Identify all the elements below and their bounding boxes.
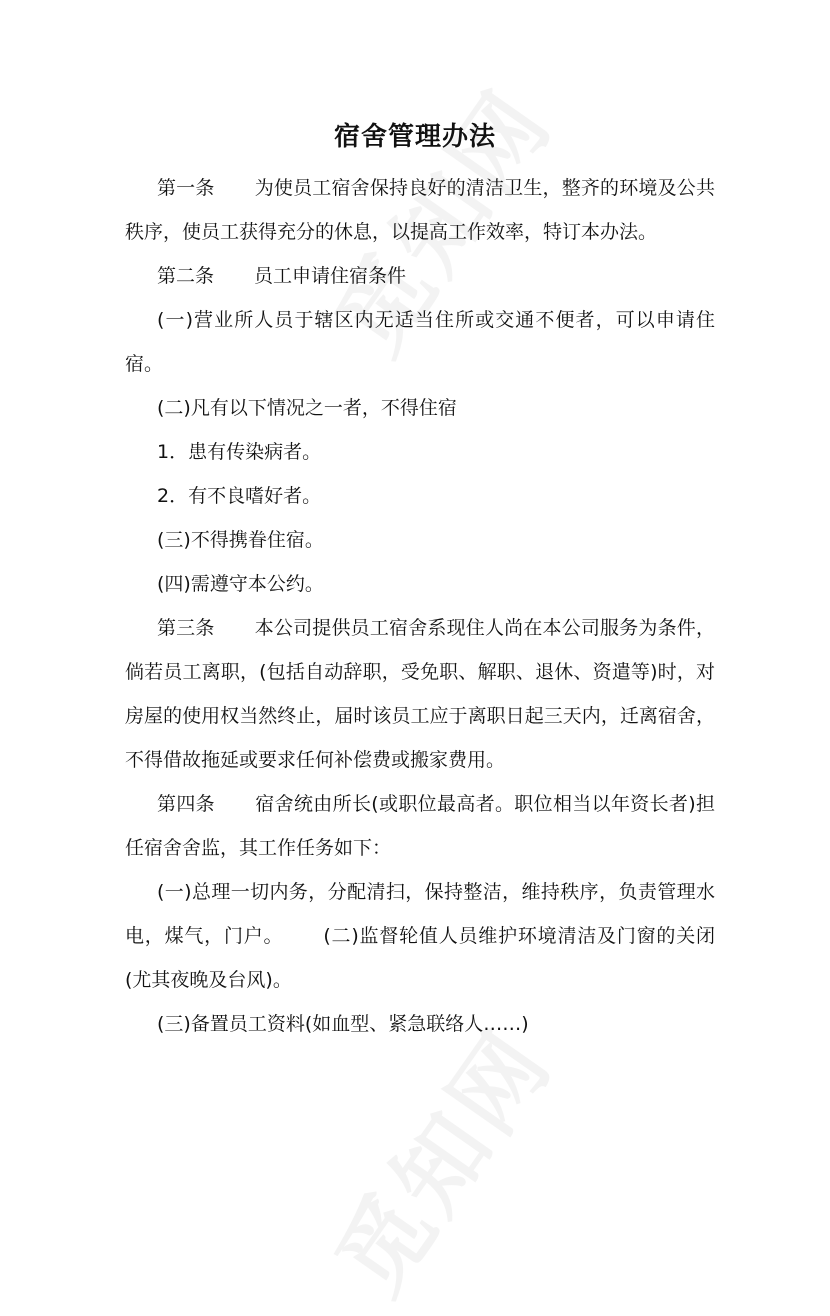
clause-item: (一)营业所人员于辖区内无适当住所或交通不便者，可以申请住宿。 xyxy=(125,309,715,375)
article-3 xyxy=(125,606,715,782)
article-label: 第一条 xyxy=(157,177,215,199)
article-text: 宿舍统由所长(或职位最高者。职位相当以年资长者)担任宿舍舍监，其工作任务如下： xyxy=(125,793,715,859)
article-text: 为使员工宿舍保持良好的清洁卫生，整齐的环境及公共秩序，使员工获得充分的休息，以提高工作效率，特订本办法。 xyxy=(125,177,715,243)
document-body xyxy=(125,166,715,1046)
article-label: 第三条 xyxy=(157,617,215,639)
article-label: 第二条 xyxy=(157,265,215,287)
clause-item: (二)凡有以下情况之一者，不得住宿 xyxy=(157,397,457,419)
clause-item xyxy=(125,870,715,1002)
article-text: 本公司提供员工宿舍系现住人尚在本公司服务为条件，倘若员工离职，(包括自动辞职，受免职、解职、退休、资遣等)时，对房屋的使用权当然终止，届时该员工应于离职日起三天内，迁离宿舍，不得借故拖延或要求任何补偿费或搬家费用。 xyxy=(125,617,715,771)
clause-text: (二)监督轮值人员维护环境清洁及门窗的关闭(尤其夜晚及台风)。 xyxy=(125,925,715,991)
article-2 xyxy=(125,254,715,298)
clause-item: (四)需遵守本公约。 xyxy=(157,573,324,595)
watermark xyxy=(300,999,577,1316)
clause-item: 1．患有传染病者。 xyxy=(157,441,322,463)
clause-item: (三)备置员工资料(如血型、紧急联络人……) xyxy=(157,1013,529,1035)
article-4 xyxy=(125,782,715,870)
article-label: 第四条 xyxy=(157,793,215,815)
clause-text: (一)总理一切内务，分配清扫，保持整洁，维持秩序，负责管理水电，煤气，门户。 xyxy=(125,881,715,947)
clause-item: 2．有不良嗜好者。 xyxy=(157,485,322,507)
article-1 xyxy=(125,166,715,254)
clause-item: (三)不得携眷住宿。 xyxy=(157,529,324,551)
document-title: 宿舍管理办法 xyxy=(333,122,496,152)
article-text: 员工申请住宿条件 xyxy=(254,265,407,287)
